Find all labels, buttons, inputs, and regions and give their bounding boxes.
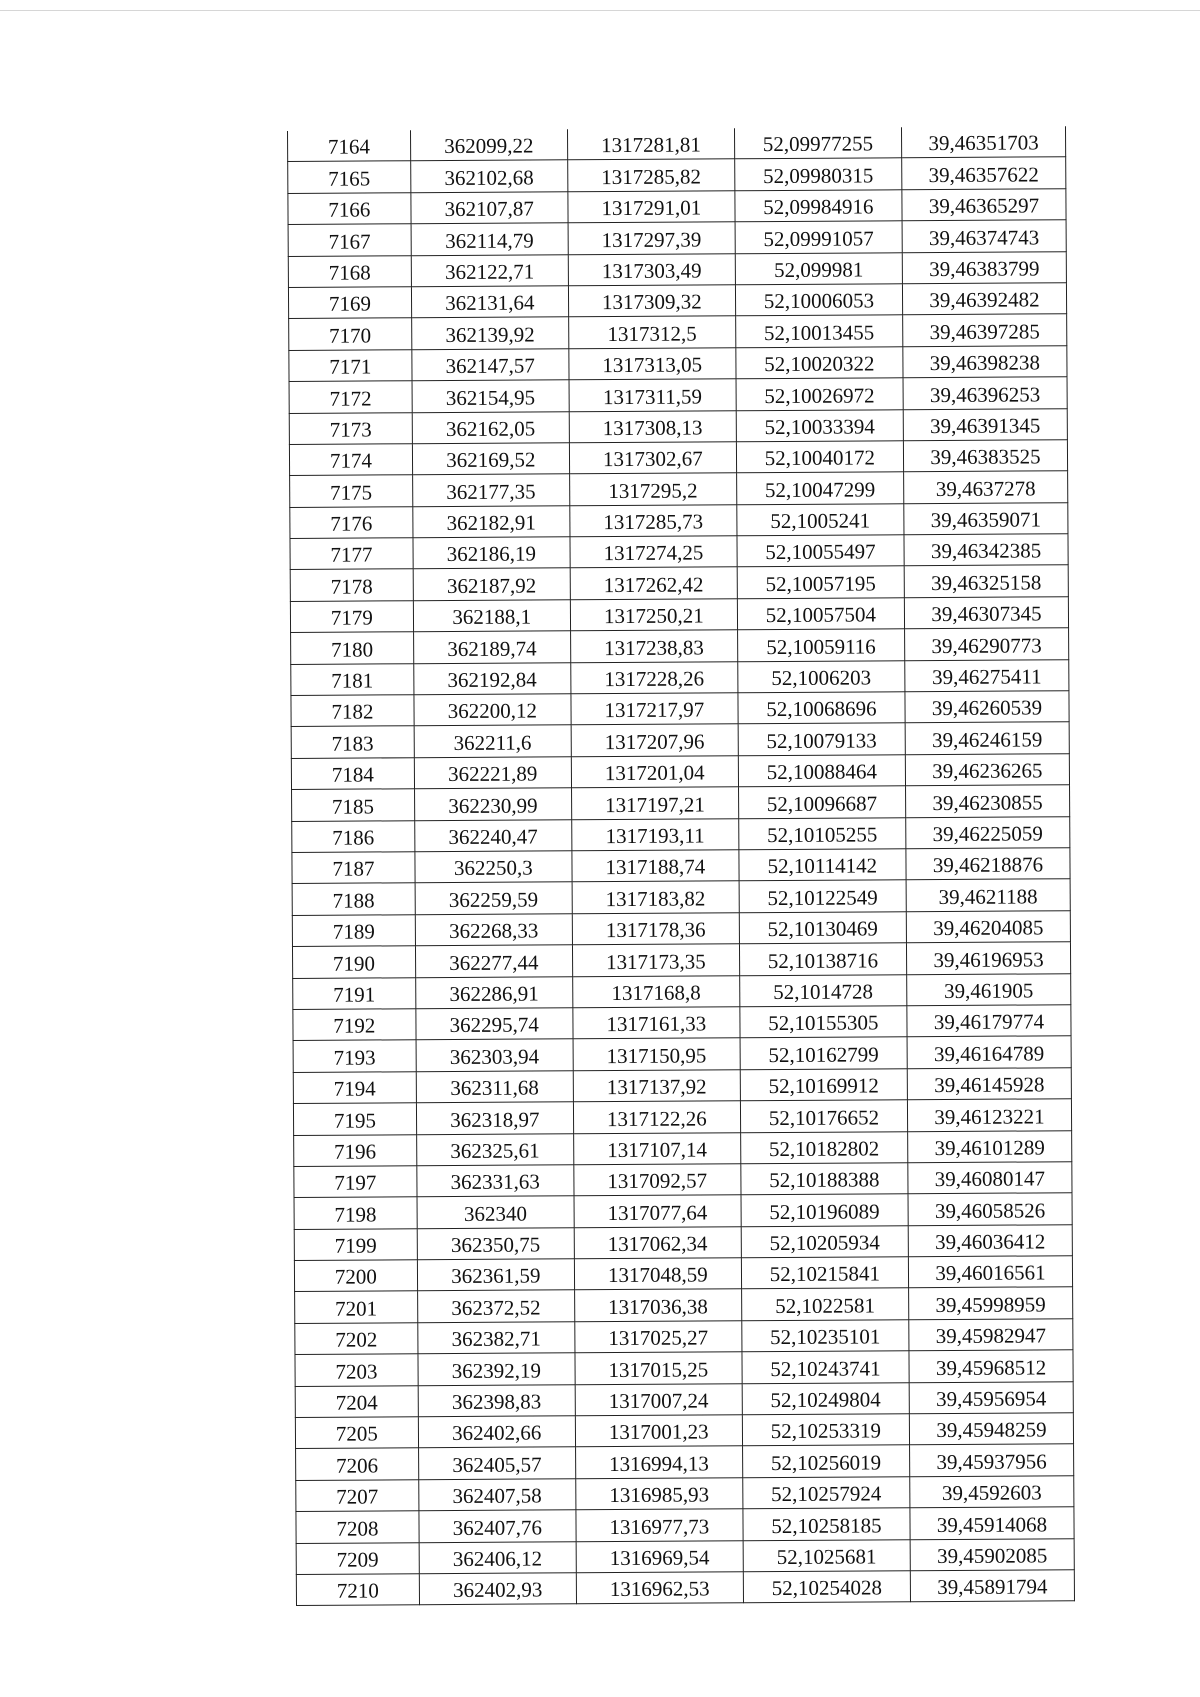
point-number-cell: 7179 bbox=[290, 601, 413, 633]
x-coordinate-cell: 362122,71 bbox=[411, 254, 568, 286]
x-coordinate-cell: 362325,61 bbox=[416, 1133, 573, 1165]
latitude-cell: 52,10235101 bbox=[742, 1320, 909, 1352]
point-number-cell: 7182 bbox=[291, 695, 414, 727]
point-number-cell: 7193 bbox=[293, 1040, 416, 1072]
longitude-cell: 39,46397285 bbox=[903, 314, 1067, 346]
latitude-cell: 52,1025681 bbox=[743, 1539, 910, 1571]
x-coordinate-cell: 362186,19 bbox=[413, 537, 570, 569]
latitude-cell: 52,10205934 bbox=[741, 1225, 908, 1257]
point-number-cell: 7189 bbox=[292, 914, 415, 946]
x-coordinate-cell: 362192,84 bbox=[414, 662, 571, 694]
longitude-cell: 39,45937956 bbox=[909, 1444, 1073, 1476]
point-number-cell: 7180 bbox=[291, 632, 414, 664]
point-number-cell: 7181 bbox=[291, 663, 414, 695]
y-coordinate-cell: 1317312,5 bbox=[568, 316, 735, 348]
longitude-cell: 39,45902085 bbox=[910, 1538, 1074, 1570]
latitude-cell: 52,09991057 bbox=[735, 221, 902, 253]
x-coordinate-cell: 362102,68 bbox=[410, 160, 567, 192]
longitude-cell: 39,46260539 bbox=[905, 691, 1069, 723]
latitude-cell: 52,10114142 bbox=[739, 849, 906, 881]
x-coordinate-cell: 362277,44 bbox=[415, 945, 572, 977]
x-coordinate-cell: 362169,52 bbox=[412, 443, 569, 475]
latitude-cell: 52,09980315 bbox=[735, 158, 902, 190]
x-coordinate-cell: 362286,91 bbox=[415, 976, 572, 1008]
y-coordinate-cell: 1317168,8 bbox=[572, 975, 739, 1007]
table-row bbox=[288, 189, 1066, 225]
y-coordinate-cell: 1317007,24 bbox=[575, 1383, 742, 1415]
y-coordinate-cell: 1317281,81 bbox=[567, 128, 734, 160]
x-coordinate-cell: 362154,95 bbox=[412, 380, 569, 412]
y-coordinate-cell: 1317193,11 bbox=[571, 818, 738, 850]
longitude-cell: 39,46342385 bbox=[904, 534, 1068, 566]
longitude-cell: 39,46365297 bbox=[902, 189, 1066, 221]
x-coordinate-cell: 362398,83 bbox=[418, 1384, 575, 1416]
longitude-cell: 39,461905 bbox=[907, 973, 1071, 1005]
latitude-cell: 52,099981 bbox=[735, 252, 902, 284]
table-row bbox=[292, 848, 1070, 884]
latitude-cell: 52,1014728 bbox=[740, 974, 907, 1006]
y-coordinate-cell: 1317238,83 bbox=[570, 630, 737, 662]
point-number-cell: 7168 bbox=[288, 255, 411, 287]
x-coordinate-cell: 362211,6 bbox=[414, 725, 571, 757]
table-row bbox=[295, 1381, 1073, 1417]
y-coordinate-cell: 1317150,95 bbox=[573, 1038, 740, 1070]
latitude-cell: 52,10057504 bbox=[737, 598, 904, 630]
latitude-cell: 52,10176652 bbox=[740, 1100, 907, 1132]
y-coordinate-cell: 1317217,97 bbox=[571, 693, 738, 725]
table-row bbox=[289, 408, 1067, 444]
latitude-cell: 52,10215841 bbox=[741, 1257, 908, 1289]
longitude-cell: 39,4592603 bbox=[910, 1476, 1074, 1508]
table-row bbox=[295, 1350, 1073, 1386]
x-coordinate-cell: 362200,12 bbox=[414, 694, 571, 726]
longitude-cell: 39,4637278 bbox=[904, 471, 1068, 503]
x-coordinate-cell: 362340 bbox=[417, 1196, 574, 1228]
point-number-cell: 7199 bbox=[294, 1228, 417, 1260]
table-row bbox=[288, 251, 1066, 287]
table-row bbox=[294, 1224, 1072, 1260]
table-row bbox=[296, 1507, 1074, 1543]
latitude-cell: 52,10182802 bbox=[740, 1131, 907, 1163]
y-coordinate-cell: 1317183,82 bbox=[572, 881, 739, 913]
table-row bbox=[290, 502, 1068, 538]
table-row bbox=[291, 754, 1069, 790]
longitude-cell: 39,46196953 bbox=[906, 942, 1070, 974]
longitude-cell: 39,46036412 bbox=[908, 1224, 1072, 1256]
latitude-cell: 52,1022581 bbox=[741, 1288, 908, 1320]
longitude-cell: 39,46307345 bbox=[904, 597, 1068, 629]
longitude-cell: 39,45982947 bbox=[909, 1319, 1073, 1351]
point-number-cell: 7172 bbox=[289, 381, 412, 413]
table-row bbox=[295, 1287, 1073, 1323]
point-number-cell: 7206 bbox=[296, 1448, 419, 1480]
longitude-cell: 39,45998959 bbox=[908, 1287, 1072, 1319]
x-coordinate-cell: 362099,22 bbox=[410, 129, 567, 161]
x-coordinate-cell: 362392,19 bbox=[418, 1353, 575, 1385]
y-coordinate-cell: 1317285,82 bbox=[567, 159, 734, 191]
longitude-cell: 39,46325158 bbox=[904, 565, 1068, 597]
y-coordinate-cell: 1317197,21 bbox=[571, 787, 738, 819]
point-number-cell: 7208 bbox=[296, 1511, 419, 1543]
longitude-cell: 39,46351703 bbox=[901, 126, 1065, 158]
y-coordinate-cell: 1317295,2 bbox=[569, 473, 736, 505]
point-number-cell: 7197 bbox=[294, 1166, 417, 1198]
table-row bbox=[293, 973, 1071, 1009]
latitude-cell: 52,10059116 bbox=[737, 629, 904, 661]
latitude-cell: 52,09984916 bbox=[735, 190, 902, 222]
point-number-cell: 7186 bbox=[292, 820, 415, 852]
table-row bbox=[291, 691, 1069, 727]
y-coordinate-cell: 1317250,21 bbox=[570, 599, 737, 631]
latitude-cell: 52,10249804 bbox=[742, 1382, 909, 1414]
longitude-cell: 39,46101289 bbox=[908, 1130, 1072, 1162]
point-number-cell: 7185 bbox=[292, 789, 415, 821]
point-number-cell: 7178 bbox=[290, 569, 413, 601]
y-coordinate-cell: 1317107,14 bbox=[573, 1132, 740, 1164]
longitude-cell: 39,46123221 bbox=[907, 1099, 1071, 1131]
y-coordinate-cell: 1317207,96 bbox=[571, 724, 738, 756]
point-number-cell: 7175 bbox=[290, 475, 413, 507]
point-number-cell: 7190 bbox=[292, 946, 415, 978]
table-row bbox=[289, 377, 1067, 413]
x-coordinate-cell: 362303,94 bbox=[416, 1039, 573, 1071]
x-coordinate-cell: 362372,52 bbox=[417, 1290, 574, 1322]
x-coordinate-cell: 362114,79 bbox=[411, 223, 568, 255]
x-coordinate-cell: 362240,47 bbox=[414, 819, 571, 851]
x-coordinate-cell: 362107,87 bbox=[411, 192, 568, 224]
coordinate-table bbox=[287, 126, 1075, 1606]
table-row bbox=[295, 1413, 1073, 1449]
x-coordinate-cell: 362182,91 bbox=[413, 505, 570, 537]
x-coordinate-cell: 362382,71 bbox=[418, 1322, 575, 1354]
latitude-cell: 52,10055497 bbox=[737, 535, 904, 567]
longitude-cell: 39,46357622 bbox=[902, 157, 1066, 189]
latitude-cell: 52,10155305 bbox=[740, 1006, 907, 1038]
y-coordinate-cell: 1317297,39 bbox=[568, 222, 735, 254]
latitude-cell: 52,10088464 bbox=[738, 755, 905, 787]
table-row bbox=[294, 1130, 1072, 1166]
point-number-cell: 7171 bbox=[289, 349, 412, 381]
x-coordinate-cell: 362361,59 bbox=[417, 1259, 574, 1291]
latitude-cell: 52,10188388 bbox=[741, 1163, 908, 1195]
table-row bbox=[296, 1444, 1074, 1480]
point-number-cell: 7167 bbox=[288, 224, 411, 256]
x-coordinate-cell: 362407,58 bbox=[419, 1479, 576, 1511]
latitude-cell: 52,10169912 bbox=[740, 1068, 907, 1100]
latitude-cell: 52,10068696 bbox=[738, 692, 905, 724]
latitude-cell: 52,10256019 bbox=[742, 1445, 909, 1477]
latitude-cell: 52,10162799 bbox=[740, 1037, 907, 1069]
point-number-cell: 7201 bbox=[295, 1291, 418, 1323]
point-number-cell: 7191 bbox=[293, 977, 416, 1009]
longitude-cell: 39,46204085 bbox=[906, 910, 1070, 942]
longitude-cell: 39,46145928 bbox=[907, 1067, 1071, 1099]
table-row bbox=[288, 283, 1066, 319]
y-coordinate-cell: 1317092,57 bbox=[574, 1164, 741, 1196]
table-row bbox=[292, 816, 1070, 852]
point-number-cell: 7164 bbox=[288, 130, 411, 162]
table-row bbox=[294, 1162, 1072, 1198]
latitude-cell: 52,10079133 bbox=[738, 723, 905, 755]
y-coordinate-cell: 1317025,27 bbox=[575, 1321, 742, 1353]
latitude-cell: 52,10040172 bbox=[736, 441, 903, 473]
longitude-cell: 39,46392482 bbox=[902, 283, 1066, 315]
y-coordinate-cell: 1317302,67 bbox=[569, 442, 736, 474]
latitude-cell: 52,10105255 bbox=[739, 817, 906, 849]
latitude-cell: 52,10006053 bbox=[735, 284, 902, 316]
latitude-cell: 52,10096687 bbox=[738, 786, 905, 818]
latitude-cell: 52,10253319 bbox=[742, 1414, 909, 1446]
latitude-cell: 52,10254028 bbox=[743, 1571, 910, 1603]
longitude-cell: 39,46225059 bbox=[906, 816, 1070, 848]
longitude-cell: 39,46246159 bbox=[905, 722, 1069, 754]
latitude-cell: 52,09977255 bbox=[734, 127, 901, 159]
x-coordinate-cell: 362139,92 bbox=[411, 317, 568, 349]
longitude-cell: 39,46058526 bbox=[908, 1193, 1072, 1225]
y-coordinate-cell: 1317201,04 bbox=[571, 756, 738, 788]
y-coordinate-cell: 1317161,33 bbox=[573, 1007, 740, 1039]
latitude-cell: 52,10130469 bbox=[739, 911, 906, 943]
longitude-cell: 39,46374743 bbox=[902, 220, 1066, 252]
longitude-cell: 39,46290773 bbox=[904, 628, 1068, 660]
longitude-cell: 39,45968512 bbox=[909, 1350, 1073, 1382]
longitude-cell: 39,46275411 bbox=[905, 659, 1069, 691]
point-number-cell: 7192 bbox=[293, 1009, 416, 1041]
y-coordinate-cell: 1317077,64 bbox=[574, 1195, 741, 1227]
x-coordinate-cell: 362187,92 bbox=[413, 568, 570, 600]
longitude-cell: 39,45948259 bbox=[909, 1413, 1073, 1445]
longitude-cell: 39,45956954 bbox=[909, 1381, 1073, 1413]
y-coordinate-cell: 1317228,26 bbox=[571, 661, 738, 693]
latitude-cell: 52,10258185 bbox=[743, 1508, 910, 1540]
table-row bbox=[289, 440, 1067, 476]
table-row bbox=[290, 534, 1068, 570]
latitude-cell: 52,10020322 bbox=[736, 346, 903, 378]
latitude-cell: 52,10026972 bbox=[736, 378, 903, 410]
point-number-cell: 7210 bbox=[296, 1574, 419, 1606]
table-row bbox=[294, 1193, 1072, 1229]
point-number-cell: 7173 bbox=[289, 412, 412, 444]
table-row bbox=[288, 220, 1066, 256]
table-row bbox=[294, 1256, 1072, 1292]
y-coordinate-cell: 1317311,59 bbox=[569, 379, 736, 411]
point-number-cell: 7198 bbox=[294, 1197, 417, 1229]
latitude-cell: 52,10047299 bbox=[736, 472, 903, 504]
latitude-cell: 52,1006203 bbox=[738, 660, 905, 692]
x-coordinate-cell: 362189,74 bbox=[413, 631, 570, 663]
x-coordinate-cell: 362402,93 bbox=[419, 1573, 576, 1605]
y-coordinate-cell: 1317262,42 bbox=[570, 567, 737, 599]
point-number-cell: 7209 bbox=[296, 1542, 419, 1574]
point-number-cell: 7184 bbox=[291, 758, 414, 790]
table-row bbox=[291, 628, 1069, 664]
table-row bbox=[288, 157, 1066, 193]
latitude-cell: 52,10033394 bbox=[736, 409, 903, 441]
y-coordinate-cell: 1316969,54 bbox=[576, 1540, 743, 1572]
x-coordinate-cell: 362221,89 bbox=[414, 757, 571, 789]
x-coordinate-cell: 362406,12 bbox=[419, 1541, 576, 1573]
y-coordinate-cell: 1317285,73 bbox=[570, 504, 737, 536]
x-coordinate-cell: 362318,97 bbox=[416, 1102, 573, 1134]
point-number-cell: 7170 bbox=[289, 318, 412, 350]
y-coordinate-cell: 1316962,53 bbox=[576, 1572, 743, 1604]
table-row bbox=[292, 942, 1070, 978]
x-coordinate-cell: 362331,63 bbox=[417, 1165, 574, 1197]
x-coordinate-cell: 362405,57 bbox=[418, 1447, 575, 1479]
latitude-cell: 52,10013455 bbox=[735, 315, 902, 347]
point-number-cell: 7176 bbox=[290, 506, 413, 538]
y-coordinate-cell: 1317308,13 bbox=[569, 410, 736, 442]
point-number-cell: 7166 bbox=[288, 193, 411, 225]
y-coordinate-cell: 1316985,93 bbox=[576, 1478, 743, 1510]
y-coordinate-cell: 1317173,35 bbox=[572, 944, 739, 976]
longitude-cell: 39,46359071 bbox=[904, 502, 1068, 534]
point-number-cell: 7187 bbox=[292, 852, 415, 884]
table-row bbox=[292, 910, 1070, 946]
coordinate-table-body bbox=[288, 126, 1075, 1606]
latitude-cell: 52,10122549 bbox=[739, 880, 906, 912]
point-number-cell: 7165 bbox=[288, 161, 411, 193]
table-row bbox=[296, 1476, 1074, 1512]
longitude-cell: 39,46383525 bbox=[903, 440, 1067, 472]
longitude-cell: 39,46383799 bbox=[902, 251, 1066, 283]
point-number-cell: 7169 bbox=[288, 287, 411, 319]
y-coordinate-cell: 1317122,26 bbox=[573, 1101, 740, 1133]
table-row bbox=[288, 126, 1066, 162]
table-row bbox=[290, 597, 1068, 633]
latitude-cell: 52,1005241 bbox=[737, 503, 904, 535]
x-coordinate-cell: 362259,59 bbox=[415, 882, 572, 914]
longitude-cell: 39,46218876 bbox=[906, 848, 1070, 880]
y-coordinate-cell: 1316994,13 bbox=[575, 1446, 742, 1478]
longitude-cell: 39,45914068 bbox=[910, 1507, 1074, 1539]
x-coordinate-cell: 362162,05 bbox=[412, 411, 569, 443]
y-coordinate-cell: 1317291,01 bbox=[568, 191, 735, 223]
table-row bbox=[293, 1067, 1071, 1103]
point-number-cell: 7188 bbox=[292, 883, 415, 915]
point-number-cell: 7196 bbox=[294, 1134, 417, 1166]
table-row bbox=[291, 659, 1069, 695]
latitude-cell: 52,10196089 bbox=[741, 1194, 908, 1226]
latitude-cell: 52,10138716 bbox=[739, 943, 906, 975]
longitude-cell: 39,46398238 bbox=[903, 345, 1067, 377]
point-number-cell: 7204 bbox=[295, 1385, 418, 1417]
table-row bbox=[290, 565, 1068, 601]
point-number-cell: 7183 bbox=[291, 726, 414, 758]
point-number-cell: 7177 bbox=[290, 538, 413, 570]
x-coordinate-cell: 362268,33 bbox=[415, 914, 572, 946]
longitude-cell: 39,46230855 bbox=[905, 785, 1069, 817]
point-number-cell: 7203 bbox=[295, 1354, 418, 1386]
y-coordinate-cell: 1317303,49 bbox=[568, 253, 735, 285]
x-coordinate-cell: 362311,68 bbox=[416, 1070, 573, 1102]
point-number-cell: 7174 bbox=[289, 444, 412, 476]
x-coordinate-cell: 362188,1 bbox=[413, 600, 570, 632]
x-coordinate-cell: 362250,3 bbox=[415, 851, 572, 883]
longitude-cell: 39,46164789 bbox=[907, 1036, 1071, 1068]
table-row bbox=[296, 1570, 1074, 1606]
scan-edge-line bbox=[0, 10, 1200, 11]
longitude-cell: 39,46179774 bbox=[907, 1005, 1071, 1037]
y-coordinate-cell: 1317062,34 bbox=[574, 1226, 741, 1258]
table-row bbox=[296, 1538, 1074, 1574]
x-coordinate-cell: 362402,66 bbox=[418, 1416, 575, 1448]
table-row bbox=[293, 1099, 1071, 1135]
y-coordinate-cell: 1317188,74 bbox=[572, 850, 739, 882]
table-row bbox=[290, 471, 1068, 507]
y-coordinate-cell: 1316977,73 bbox=[576, 1509, 743, 1541]
point-number-cell: 7200 bbox=[294, 1260, 417, 1292]
longitude-cell: 39,4621188 bbox=[906, 879, 1070, 911]
y-coordinate-cell: 1317015,25 bbox=[575, 1352, 742, 1384]
table-row bbox=[295, 1319, 1073, 1355]
point-number-cell: 7202 bbox=[295, 1323, 418, 1355]
y-coordinate-cell: 1317048,59 bbox=[574, 1258, 741, 1290]
point-number-cell: 7194 bbox=[293, 1071, 416, 1103]
x-coordinate-cell: 362147,57 bbox=[412, 349, 569, 381]
longitude-cell: 39,46236265 bbox=[905, 754, 1069, 786]
point-number-cell: 7195 bbox=[293, 1103, 416, 1135]
y-coordinate-cell: 1317036,38 bbox=[574, 1289, 741, 1321]
y-coordinate-cell: 1317137,92 bbox=[573, 1069, 740, 1101]
y-coordinate-cell: 1317309,32 bbox=[568, 285, 735, 317]
table-row bbox=[291, 722, 1069, 758]
y-coordinate-cell: 1317274,25 bbox=[570, 536, 737, 568]
point-number-cell: 7205 bbox=[295, 1417, 418, 1449]
y-coordinate-cell: 1317001,23 bbox=[575, 1415, 742, 1447]
x-coordinate-cell: 362131,64 bbox=[411, 286, 568, 318]
longitude-cell: 39,46396253 bbox=[903, 377, 1067, 409]
x-coordinate-cell: 362177,35 bbox=[412, 474, 569, 506]
longitude-cell: 39,45891794 bbox=[910, 1570, 1074, 1602]
latitude-cell: 52,10243741 bbox=[742, 1351, 909, 1383]
x-coordinate-cell: 362407,76 bbox=[419, 1510, 576, 1542]
longitude-cell: 39,46016561 bbox=[908, 1256, 1072, 1288]
y-coordinate-cell: 1317313,05 bbox=[569, 347, 736, 379]
latitude-cell: 52,10257924 bbox=[743, 1477, 910, 1509]
point-number-cell: 7207 bbox=[296, 1480, 419, 1512]
table-row bbox=[293, 1036, 1071, 1072]
x-coordinate-cell: 362295,74 bbox=[416, 1008, 573, 1040]
table-row bbox=[289, 314, 1067, 350]
y-coordinate-cell: 1317178,36 bbox=[572, 913, 739, 945]
longitude-cell: 39,46080147 bbox=[908, 1162, 1072, 1194]
latitude-cell: 52,10057195 bbox=[737, 566, 904, 598]
longitude-cell: 39,46391345 bbox=[903, 408, 1067, 440]
table-row bbox=[292, 879, 1070, 915]
table-row bbox=[293, 1005, 1071, 1041]
x-coordinate-cell: 362230,99 bbox=[414, 788, 571, 820]
table-row bbox=[289, 345, 1067, 381]
table-row bbox=[292, 785, 1070, 821]
x-coordinate-cell: 362350,75 bbox=[417, 1227, 574, 1259]
